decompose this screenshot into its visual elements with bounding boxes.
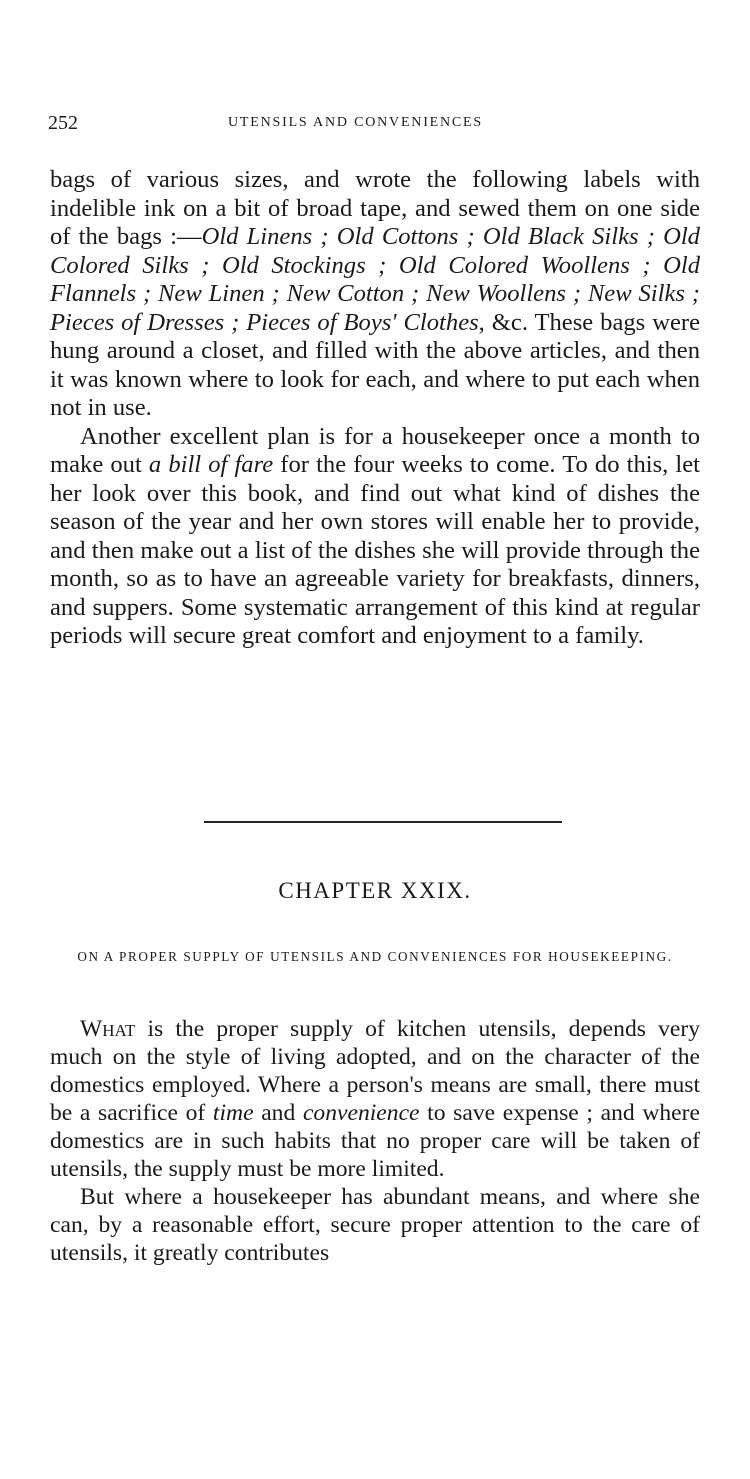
italic-span: a bill of fare bbox=[148, 451, 274, 478]
smallcaps-span: What bbox=[80, 1016, 136, 1042]
page-number: 252 bbox=[48, 112, 78, 134]
section-divider bbox=[204, 821, 562, 823]
text-span: &c. These bags were hung around a closet, and filled with the above articles, and then it was known where to look for each, and where to put each when not in use. bbox=[50, 308, 700, 421]
body-text-section-one bbox=[50, 166, 700, 651]
text-span: But where a housekeeper has abundant means, and where she can, by a reasonable effort, secure proper attention to the care of utensils, it greatly contributes bbox=[50, 1184, 700, 1266]
paragraph-abundant-means bbox=[50, 1183, 700, 1267]
running-head bbox=[48, 112, 700, 136]
text-span: for the four weeks to come. To do this, let her look over this book, and find out what kind of dishes the season of the year and her own stores will enable her to provide, and then make out a list of the dishes she will provide through the month, so as to have an agreeable variety for breakfasts, dinners, and suppers. Some systematic arrangement of this kind at regular periods will secure great comfort and enjoyment to a family. bbox=[50, 451, 701, 649]
text-span: and bbox=[253, 1100, 303, 1126]
paragraph-bill-of-fare bbox=[50, 423, 700, 651]
italic-span: Old Linens ; Old Cottons ; Old Black Silks ; Old Colored Silks ; Old Stockings ; Old Colored Woollens ; Old Flannels ; New Linen ; New Cotton ; New Woollens ; New Silks ; Pieces of Dresses ; Pieces of Boys' Clothes, bbox=[50, 223, 700, 336]
paragraph-labels bbox=[50, 166, 700, 423]
text-span: to save expense ; and where domestics are in such habits that no proper care will be taken of utensils, the supply must be more limited. bbox=[50, 1100, 700, 1182]
body-text-section-two bbox=[50, 1015, 700, 1267]
chapter-title: CHAPTER XXIX. bbox=[278, 878, 472, 903]
text-span: is the proper supply of kitchen utensils, depends very much on the style of living adopted, and on the character of the domestics employed. Where a person's means are small, there must be a sacrifice of bbox=[50, 1016, 700, 1126]
chapter-subtitle: ON A PROPER SUPPLY OF UTENSILS AND CONVENIENCES FOR HOUSEKEEPING. bbox=[77, 949, 673, 964]
text-span: bags of various sizes, and wrote the following labels with indelible ink on a bit of broad tape, and sewed them on one side of the bags :— bbox=[50, 166, 700, 250]
text-span: Another excellent plan is for a housekeeper once a month to make out bbox=[50, 422, 700, 478]
italic-span: time bbox=[212, 1100, 254, 1126]
paragraph-proper-supply bbox=[50, 1015, 700, 1183]
italic-span: convenience bbox=[302, 1100, 420, 1126]
running-title: UTENSILS AND CONVENIENCES bbox=[228, 115, 483, 130]
